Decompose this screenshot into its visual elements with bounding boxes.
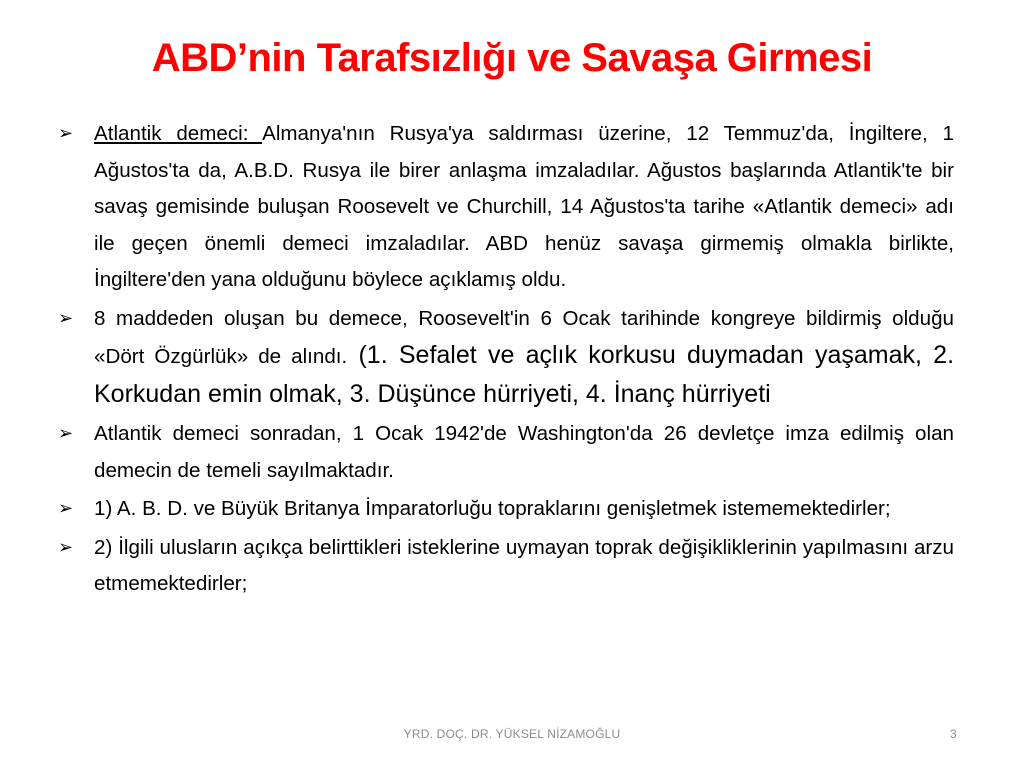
bullet-item (58, 416, 954, 489)
bullet-list (58, 116, 954, 605)
bullet-item (58, 116, 954, 299)
bullet-item (58, 491, 954, 528)
bullet-text: 8 maddeden oluşan bu demece, Roosevelt'in 6 Ocak tarihinde kongreye bildirmiş olduğu «Dört Özgürlük» de alındı. (94, 306, 954, 368)
arrow-bullet-icon: ➢ (58, 423, 74, 444)
bullet-text: Atlantik demeci sonradan, 1 Ocak 1942'de Washington'da 26 devletçe imza edilmiş olan demecin de temeli sayılmaktadır. (94, 422, 954, 482)
arrow-bullet-icon: ➢ (58, 498, 74, 519)
bullet-text: Almanya'nın Rusya'ya saldırması üzerine, 12 Temmuz'da, İngiltere, 1 Ağustos'ta da, A.B.D. Rusya ile birer anlaşma imzaladılar. Ağustos başlarında Atlantik'te bir savaş gemisinde buluşan Roosevelt ve Churchill, 14 Ağustos'ta tarihe «Atlantik demeci» adı ile geçen önemli demeci imzaladılar. ABD henüz savaşa girmemiş olmakla birlikte, İngiltere'den yana olduğunu böylece açıklamış oldu. (94, 122, 954, 291)
arrow-bullet-icon: ➢ (58, 536, 74, 558)
bullet-text: 1) A. B. D. ve Büyük Britanya İmparatorluğu topraklarını genişletmek istememektedirler; (94, 497, 891, 520)
slide-page-number: 3 (950, 727, 957, 741)
bullet-text: 2) İlgili ulusların açıkça belirttikleri isteklerine uymayan toprak değişikliklerinin yapılmasını arzu etmemektedirler; (94, 535, 954, 595)
bullet-item (58, 301, 954, 415)
bullet-item (58, 530, 954, 603)
arrow-bullet-icon: ➢ (58, 307, 74, 329)
bullet-lead-heading: Atlantik demeci: (94, 122, 263, 145)
footer-author: YRD. DOÇ. DR. YÜKSEL NİZAMOĞLU (403, 727, 621, 741)
arrow-bullet-icon: ➢ (58, 123, 74, 144)
bullet-text-large: (1. Sefalet ve açlık korkusu duymadan yaşamak, 2. Korkudan emin olmak, 3. Düşünce hürriyeti, 4. İnanç hürriyeti (94, 341, 955, 408)
slide-title: ABD’nin Tarafsızlığı ve Savaşa Girmesi (151, 36, 873, 80)
